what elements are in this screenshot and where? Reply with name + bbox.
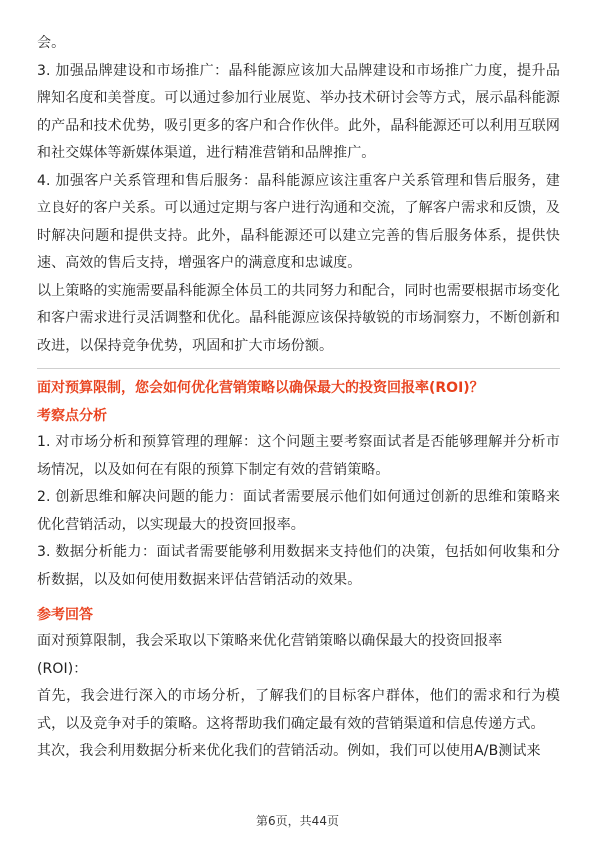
analysis-item: 2. 创新思维和解决问题的能力：面试者需要展示他们如何通过创新的思维和策略来优化营销活动，以实现最大的投资回报率。 <box>37 489 560 533</box>
analysis-item: 1. 对市场分析和预算管理的理解：这个问题主要考察面试者是否能够理解并分析市场情况，以及如何在有限的预算下制定有效的营销策略。 <box>37 434 560 478</box>
document-page <box>37 30 560 766</box>
page-number: 第6页，共44页 <box>256 814 339 828</box>
answer-paragraph: 其次，我会利用数据分析来优化我们的营销活动。例如，我们可以使用A/B测试来 <box>37 743 541 759</box>
body-paragraph: 会。 <box>37 35 66 51</box>
strategy-item-3: 3. 加强品牌建设和市场推广：晶科能源应该加大品牌建设和市场推广力度，提升品牌知名度和美誉度。可以通过参加行业展览、举办技术研讨会等方式，展示晶科能源的产品和技术优势，吸引更多的客户和合作伙伴。此外，晶科能源还可以利用互联网和社交媒体等新媒体渠道，进行精准营销和品牌推广。 <box>37 62 560 161</box>
analysis-heading: 考察点分析 <box>37 408 107 424</box>
answer-paragraph: (ROI)： <box>37 660 88 677</box>
strategy-item-4: 4. 加强客户关系管理和售后服务：晶科能源应该注重客户关系管理和售后服务，建立良好的客户关系。可以通过定期与客户进行沟通和交流，了解客户需求和反馈，及时解决问题和提供支持。此外，晶科能源还可以建立完善的售后服务体系，提供快速、高效的售后支持，增强客户的满意度和忠诚度。 <box>37 172 560 271</box>
conclusion-paragraph: 以上策略的实施需要晶科能源全体员工的共同努力和配合，同时也需要根据市场变化和客户需求进行灵活调整和优化。晶科能源应该保持敏锐的市场洞察力，不断创新和改进，以保持竞争优势，巩固和扩大市场份额。 <box>37 282 560 354</box>
section-divider <box>37 368 560 369</box>
question-title: 面对预算限制，您会如何优化营销策略以确保最大的投资回报率(ROI)？ <box>37 380 484 396</box>
answer-heading: 参考回答 <box>37 607 93 623</box>
answer-paragraph: 首先，我会进行深入的市场分析，了解我们的目标客户群体，他们的需求和行为模式，以及竞争对手的策略。这将帮助我们确定最有效的营销渠道和信息传递方式。 <box>37 688 560 732</box>
analysis-item: 3. 数据分析能力：面试者需要能够利用数据来支持他们的决策，包括如何收集和分析数据，以及如何使用数据来评估营销活动的效果。 <box>37 544 560 588</box>
answer-paragraph: 面对预算限制，我会采取以下策略来优化营销策略以确保最大的投资回报率 <box>37 633 503 649</box>
